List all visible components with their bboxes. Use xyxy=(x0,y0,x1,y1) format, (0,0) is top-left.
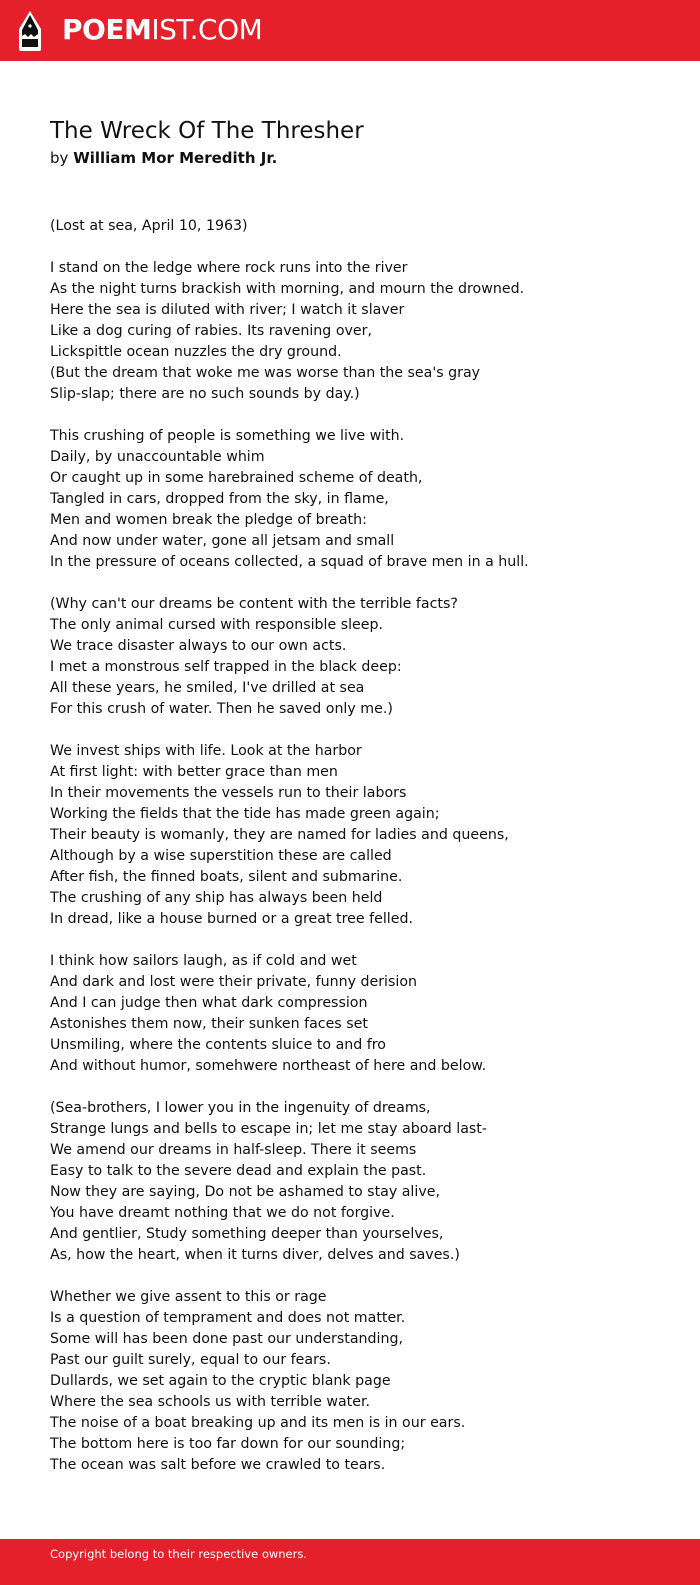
brand-light-text: IST.COM xyxy=(151,13,263,46)
poem-text: (Lost at sea, April 10, 1963) I stand on the ledge where rock runs into the river As the night turns brackish with morning, and mourn the drowned. Here the sea is diluted with river; I watch it slaver Like a dog curing of rabies. Its ravening over, Lickspittle ocean nuzzles the dry ground. (But the dream that woke me was worse than the sea's gray Slip-slap; there are no such sounds by day.) This crushing of people is something we live with. Daily, by unaccountable whim Or caught up in some harebrained scheme of death, Tangled in cars, dropped from the sky, in flame, Men and women break the pledge of breath: And now under water, gone all jetsam and small In the pressure of oceans collected, a squad of brave men in a hull. (Why can't our dreams be content with the terrible facts? The only animal cursed with responsible sleep. We trace disaster always to our own acts. I met a monstrous self trapped in the black deep: All these years, he smiled, I've drilled at sea For this crush of water. Then he saved only me.) We invest ships with life. Look at the harbor At first light: with better grace than men In their movements the vessels run to their labors Working the fields that the tide has made green again; Their beauty is womanly, they are named for ladies and queens, Although by a wise superstition these are called After fish, the finned boats, silent and submarine. The crushing of any ship has always been held In dread, like a house burned or a great tree felled. I think how sailors laugh, as if cold and wet And dark and lost were their private, funny derision And I can judge then what dark compression Astonishes them now, their sunken faces set Unsmiling, where the contents sluice to and fro And without humor, somehwere northeast of here and below. (Sea-brothers, I lower you in the ingenuity of dreams, Strange lungs and bells to escape in; let me stay aboard last- We amend our dreams in half-sleep. There it seems Easy to talk to the severe dead and explain the past. Now they are saying, Do not be ashamed to stay alive, You have dreamt nothing that we do not forgive. And gentlier, Study something deeper than yourselves, As, how the heart, when it turns diver, delves and saves.) Whether we give assent to this or rage Is a question of temprament and does not matter. Some will has been done past our understanding, Past our guilt surely, equal to our fears. Dullards, we set again to the cryptic blank page Where the sea schools us with terrible water. The noise of a boat breaking up and its men is in our ears. The bottom here is too far down for our sounding; The ocean was salt before we crawled to tears. xyxy=(50,218,529,1473)
site-footer xyxy=(0,1539,700,1585)
brand-bold-text: POEM xyxy=(62,13,152,46)
site-brand[interactable] xyxy=(62,12,262,48)
poem-title: The Wreck Of The Thresher xyxy=(50,118,364,144)
copyright-text: Copyright belong to their respective owners. xyxy=(50,1547,308,1561)
pen-nib-logo-icon[interactable] xyxy=(17,10,43,52)
byline-prefix: by xyxy=(50,149,69,167)
site-header xyxy=(0,0,700,61)
poem-author: William Mor Meredith Jr. xyxy=(73,149,278,167)
poem-byline xyxy=(50,148,277,168)
